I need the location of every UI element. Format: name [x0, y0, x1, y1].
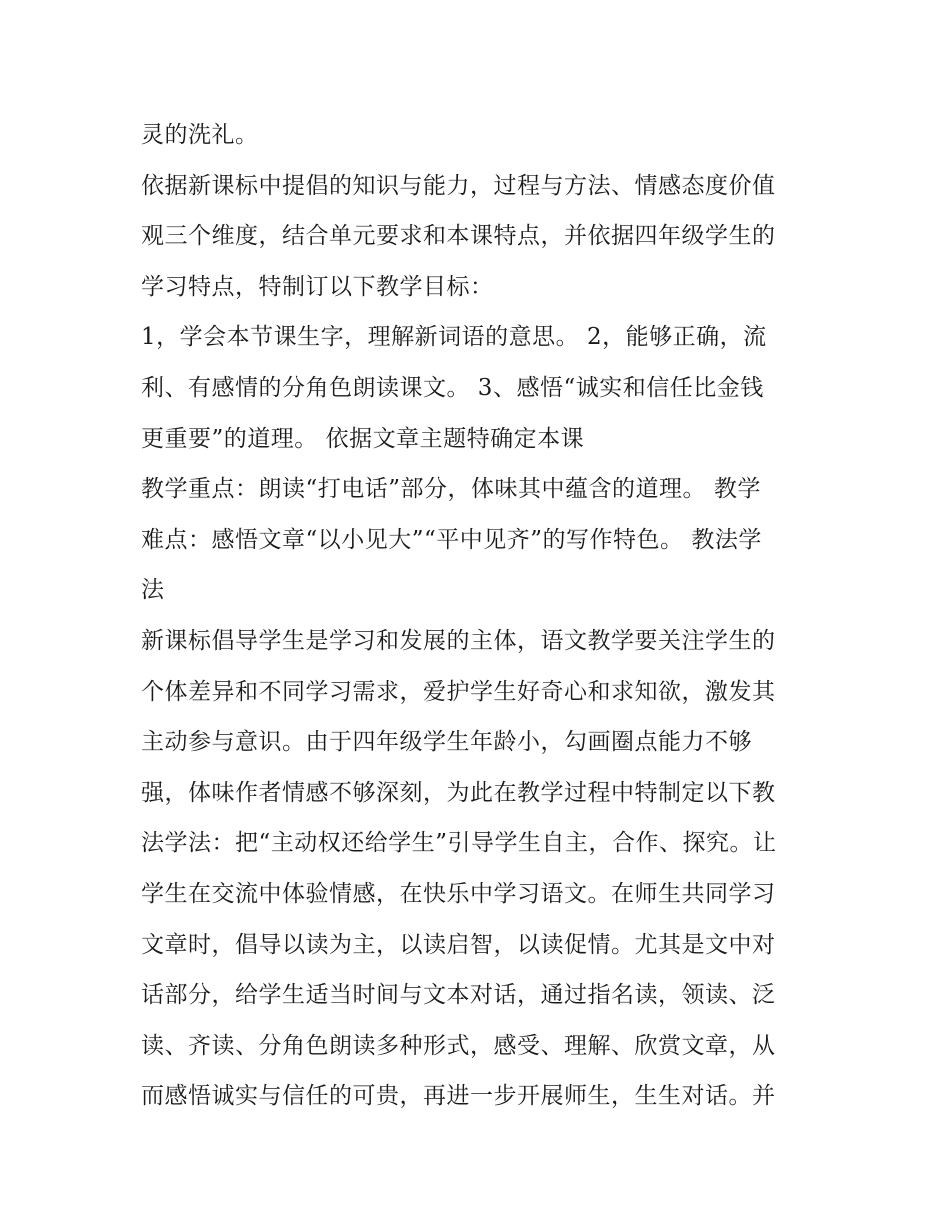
text-line: 个体差异和不同学习需求，爱护学生好奇心和求知欲，激发其 — [141, 678, 776, 705]
text-line: 利、有感情的分角色朗读课文。 3、感悟“诚实和信任比金钱 — [141, 374, 764, 401]
text-line: 学生在交流中体验情感，在快乐中学习语文。在师生共同学习 — [141, 880, 776, 907]
text-line: 文章时，倡导以读为主，以读启智，以读促情。尤其是文中对 — [141, 931, 776, 958]
text-line: 更重要”的道理。 依据文章主题特确定本课 — [141, 425, 585, 452]
text-line: 读、齐读、分角色朗读多种形式，感受、理解、欣赏文章，从 — [141, 1032, 776, 1059]
text-line: 主动参与意识。由于四年级学生年龄小，勾画圈点能力不够 — [141, 729, 752, 756]
text-line: 教学重点：朗读“打电话”部分，体味其中蕴含的道理。 教学 — [141, 476, 761, 503]
text-line: 难点：感悟文章“以小见大”“平中见齐”的写作特色。 教法学 — [141, 526, 762, 553]
text-line: 法 — [141, 577, 165, 604]
text-line: 观三个维度，结合单元要求和本课特点，并依据四年级学生的 — [141, 223, 776, 250]
text-line: 灵的洗礼。 — [141, 122, 259, 148]
text-line: 而感悟诚实与信任的可贵，再进一步开展师生，生生对话。并 — [141, 1083, 776, 1110]
text-line: 学习特点，特制订以下教学目标： — [141, 273, 494, 300]
body-text — [141, 110, 821, 1122]
text-line: 强，体味作者情感不够深刻，为此在教学过程中特制定以下教 — [141, 779, 776, 806]
text-line: 依据新课标中提倡的知识与能力，过程与方法、情感态度价值 — [141, 172, 776, 199]
text-line: 法学法：把“主动权还给学生”引导学生自主，合作、探究。让 — [141, 830, 777, 857]
text-line: 1，学会本节课生字，理解新词语的意思。 2，能够正确，流 — [141, 324, 767, 351]
text-line: 新课标倡导学生是学习和发展的主体，语文教学要关注学生的 — [141, 627, 776, 654]
text-line: 话部分，给学生适当时间与文本对话，通过指名读，领读、泛 — [141, 982, 776, 1009]
